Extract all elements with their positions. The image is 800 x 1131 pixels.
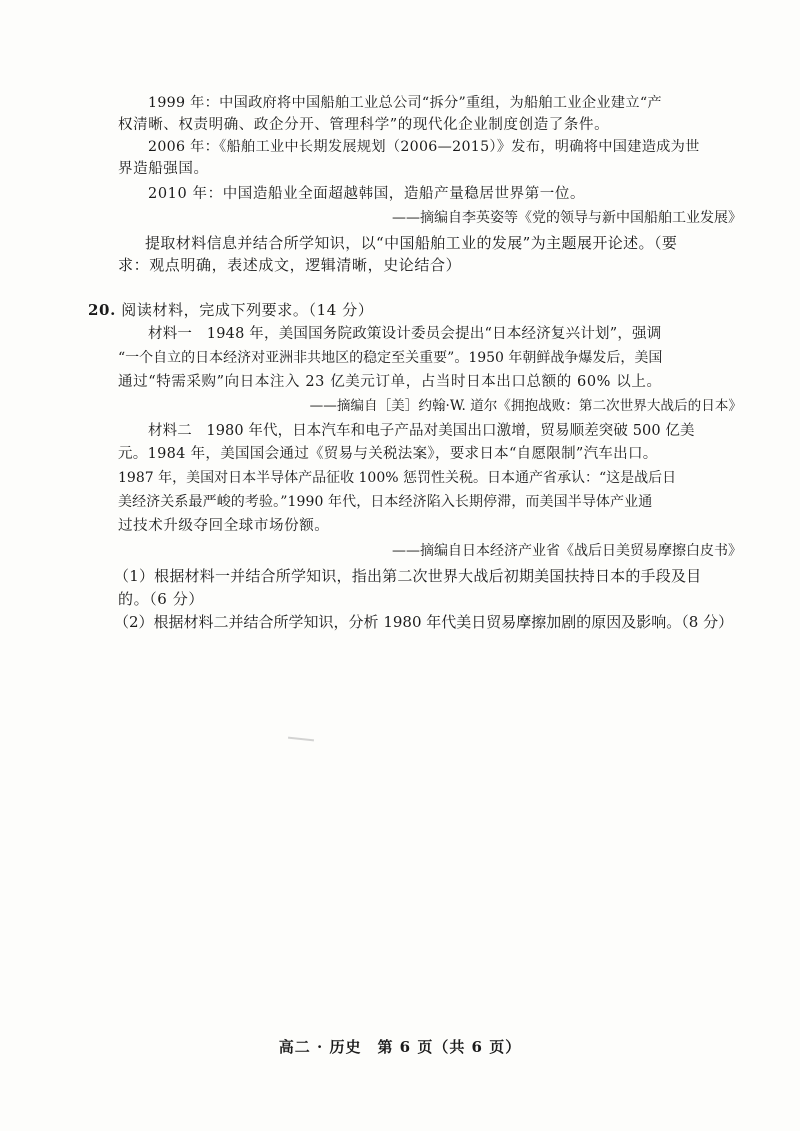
q20-sub-question-2: （2）根据材料二并结合所学知识，分析 1980 年代美日贸易摩擦加剧的原因及影响。（8 分） (114, 613, 734, 631)
q20-material-2-source: ——摘编自日本经济产业省《战后日美贸易摩擦白皮书》 (392, 543, 742, 559)
q19-1999-line-2: 权清晰、权责明确、政企分开、管理科学”的现代化企业制度创造了条件。 (118, 117, 610, 133)
q20-header (88, 299, 373, 321)
q19-2006-line-2: 界造船强国。 (118, 161, 209, 177)
q20-material-2-line-4: 美经济关系最严峻的考验。”1990 年代，日本经济陷入长期停滞，而美国半导体产业通 (118, 494, 653, 510)
q20-material-2-line-3: 1987 年，美国对日本半导体产品征收 100% 惩罚性关税。日本通产省承认：“这是战后日 (118, 470, 677, 486)
q19-task-line-1: 提取材料信息并结合所学知识，以“中国船舶工业的发展”为主题展开论述。（要 (145, 234, 678, 252)
q20-material-2-line-2: 元。1984 年，美国国会通过《贸易与关税法案》，要求日本“自愿限制”汽车出口。 (118, 446, 658, 462)
q20-sub-question-1-line-1: （1）根据材料一并结合所学知识，指出第二次世界大战后初期美国扶持日本的手段及目 (114, 567, 702, 585)
q20-material-2-line-1: 材料二 1980 年代，日本汽车和电子产品对美国出口激增，贸易顺差突破 500 亿美 (148, 423, 695, 439)
q20-header-text: 阅读材料，完成下列要求。（14 分） (121, 301, 374, 319)
scan-speck (288, 737, 314, 742)
q20-sub-question-1-line-2: 的。（6 分） (118, 590, 205, 608)
q19-source: ——摘编自李英姿等《党的领导与新中国船舶工业发展》 (392, 210, 742, 226)
q20-material-1-line-2: “一个自立的日本经济对亚洲非共地区的稳定至关重要”。1950 年朝鲜战争爆发后，美国 (118, 350, 663, 366)
q20-material-1-line-1: 材料一 1948 年，美国国务院政策设计委员会提出“日本经济复兴计划”，强调 (148, 326, 662, 342)
q19-task-line-2: 求：观点明确，表述成文，逻辑清晰，史论结合） (118, 256, 462, 274)
page-footer: 高二 · 历史 第 6 页（共 6 页） (278, 1038, 522, 1056)
q20-material-2-line-5: 过技术升级夺回全球市场份额。 (118, 518, 330, 534)
q19-2010-line: 2010 年：中国造船业全面超越韩国，造船产量稳居世界第一位。 (148, 186, 586, 202)
q19-2006-line-1: 2006 年：《船舶工业中长期发展规划（2006—2015）》发布，明确将中国建造成为世 (148, 139, 700, 155)
q20-number: 20. (88, 301, 116, 319)
q19-1999-line-1: 1999 年：中国政府将中国船舶工业总公司“拆分”重组，为船舶工业企业建立“产 (148, 95, 662, 111)
q20-material-1-line-3: 通过“特需采购”向日本注入 23 亿美元订单，占当时日本出口总额的 60% 以上。 (118, 374, 662, 390)
q20-material-1-source: ——摘编自［美］约翰·W. 道尔《拥抱战败：第二次世界大战后的日本》 (309, 398, 742, 414)
